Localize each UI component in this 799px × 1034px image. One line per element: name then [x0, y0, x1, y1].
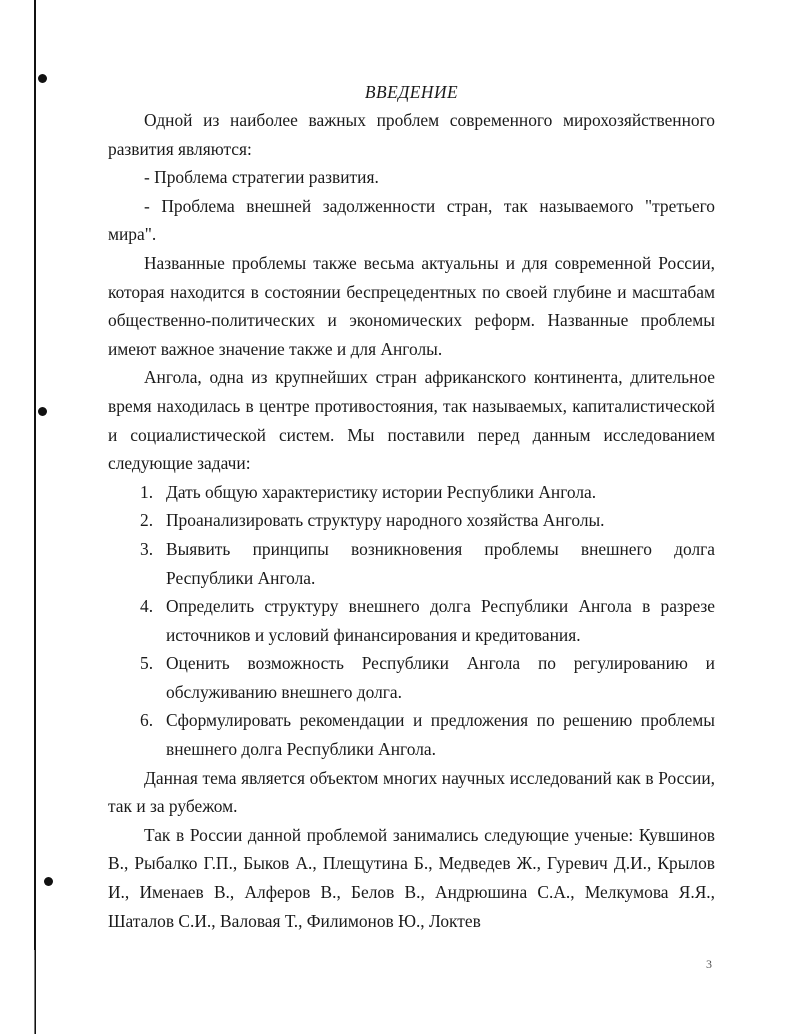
- binder-margin-line: [34, 0, 36, 1034]
- punch-hole-mark: [44, 877, 53, 886]
- body-paragraph: Ангола, одна из крупнейших стран африканского континента, длительное время находилась в центре противостояния, так называемых, капиталистической и социалистической систем. Мы поставили перед данным исследованием следующие задачи:: [108, 367, 715, 474]
- list-item-number: 4.: [140, 596, 154, 617]
- document-page: [108, 78, 715, 935]
- body-paragraph: Данная тема является объектом многих научных исследований как в России, так и за рубежом.: [108, 767, 715, 817]
- list-item: [108, 506, 715, 535]
- list-item-number: 1.: [140, 481, 154, 502]
- list-item: [108, 649, 715, 706]
- tasks-list: [108, 478, 715, 764]
- list-item-number: 5.: [140, 653, 154, 674]
- punch-hole-mark: [38, 74, 47, 83]
- list-item-number: 2.: [140, 510, 154, 531]
- dash-list-item: - Проблема внешней задолженности стран, так называемого "третьего мира".: [108, 195, 715, 245]
- page-number: 3: [706, 957, 712, 971]
- list-item-text: Проанализировать структуру народного хозяйства Анголы.: [166, 510, 605, 531]
- list-item-text: Сформулировать рекомендации и предложения по решению проблемы внешнего долга Республики Ангола.: [166, 710, 715, 760]
- list-item-text: Дать общую характеристику истории Республики Ангола.: [166, 481, 597, 502]
- list-item: [108, 478, 715, 507]
- list-item-text: Оценить возможность Республики Ангола по регулированию и обслуживанию внешнего долга.: [166, 653, 715, 702]
- punch-hole-mark: [38, 407, 47, 416]
- intro-paragraph: Одной из наиболее важных проблем современного мирохозяйственного развития являются:: [108, 110, 715, 159]
- list-item-text: Определить структуру внешнего долга Республики Ангола в разрезе источников и условий финансирования и кредитования.: [166, 596, 715, 645]
- list-item: [108, 535, 715, 592]
- dash-list-item: - Проблема стратегии развития.: [144, 167, 379, 188]
- list-item-number: 3.: [140, 538, 154, 559]
- list-item-text: Выявить принципы возникновения проблемы внешнего долга Республики Ангола.: [166, 538, 715, 588]
- body-paragraph: Так в России данной проблемой занимались следующие ученые: Кувшинов В., Рыбалко Г.П., Быков А., Плещутина Б., Медведев Ж., Гуревич Д.И., Крылов И., Именаев В., Алферов В., Белов В., Андрюшина С.А., Мелкумова Я.Я., Шаталов С.И., Валовая Т., Филимонов Ю., Локтев: [108, 824, 715, 931]
- list-item: [108, 592, 715, 649]
- list-item: [108, 706, 715, 763]
- binder-margin-line-lower: [34, 950, 35, 1034]
- document-title: ВВЕДЕНИЕ: [364, 82, 459, 102]
- list-item-number: 6.: [140, 710, 154, 731]
- body-paragraph: Названные проблемы также весьма актуальны и для современной России, которая находится в состоянии беспрецедентных по своей глубине и масштабам общественно-политических и экономических реформ. Названные проблемы имеют важное значение также и для Анголы.: [108, 252, 715, 359]
